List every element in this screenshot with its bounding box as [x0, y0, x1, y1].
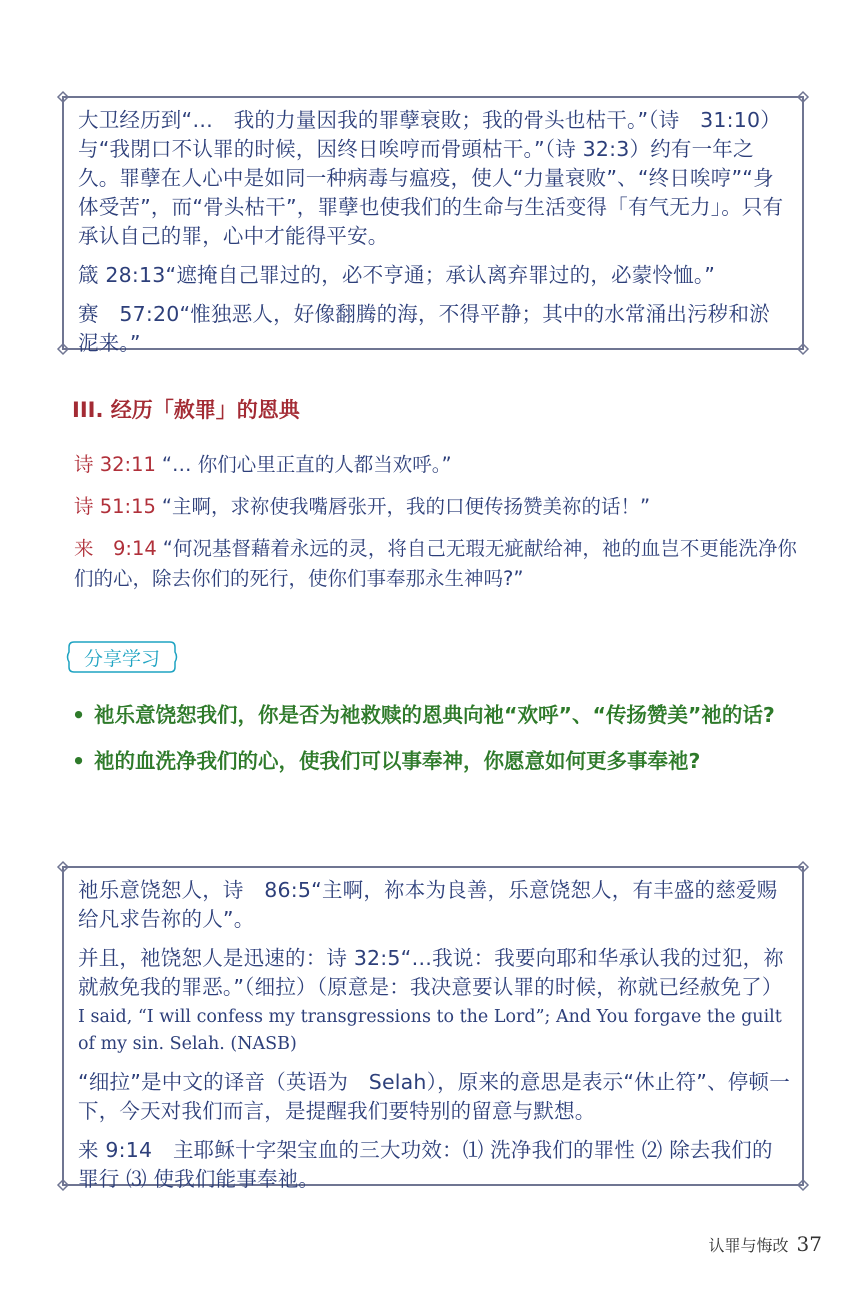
bullet: • [72, 749, 86, 773]
corner-ornament-icon [796, 860, 810, 874]
commentary-box-2 [62, 866, 804, 1191]
verse-list [74, 450, 804, 606]
box2-paragraph: 祂乐意饶恕人，诗 86:5“主啊，祢本为良善，乐意饶恕人，有丰盛的慈爱赐给凡求告祢的人”。 [78, 878, 778, 931]
box1-paragraph: 赛 57:20“惟独恶人，好像翻腾的海，不得平静；其中的水常涌出污秽和淤泥来。” [78, 302, 770, 355]
verse-reference: 来 9:14 [74, 537, 157, 560]
page-footer [709, 1232, 822, 1256]
english-quote: I said, “I will confess my transgressions to the Lord”; And You forgave the guilt of my sin. Selah. (NASB) [78, 1007, 782, 1054]
box2-paragraph: 来 9:14 主耶稣十字架宝血的三大功效：⑴ 洗净我们的罪性 ⑵ 除去我们的罪行 ⑶ 使我们能事奉祂。 [78, 1138, 773, 1191]
verse-text: “何况基督藉着永远的灵，将自己无瑕无疵献给神，祂的血岂不更能洗净你们的心，除去你们的死行，使你们事奉那永生神吗?” [74, 537, 797, 590]
corner-ornament-icon [796, 1178, 810, 1192]
corner-ornament-icon [56, 342, 70, 356]
verse-text: “… 你们心里正直的人都当欢呼。” [161, 453, 452, 476]
share-study-label: 分享学习 [83, 648, 160, 670]
running-title: 认罪与悔改 [708, 1236, 789, 1255]
commentary-box-1 [62, 96, 804, 355]
box1-paragraph: 箴 28:13“遮掩自己罪过的，必不亨通；承认离弃罪过的，必蒙怜恤。” [78, 263, 716, 287]
corner-ornament-icon [796, 342, 810, 356]
corner-ornament-icon [56, 860, 70, 874]
question-list [72, 700, 804, 792]
verse-item [74, 534, 804, 594]
verse-item [74, 450, 804, 480]
box1-paragraph: 大卫经历到“… 我的力量因我的罪孽衰敗；我的骨头也枯干。”（诗 31:10）与“我閉口不认罪的时候，因终日唉哼而骨頭枯干。”（诗 32:3）约有一年之久。罪孽在人心中是如同一种病毒与瘟疫，使人“力量衰败”、“终日唉哼”“身体受苦”，而“骨头枯干”，罪孽也使我们的生命与生活变得「有气无力」。只有承认自己的罪，心中才能得平安。 [78, 108, 784, 248]
question-text: 祂的血洗净我们的心，使我们可以事奉神，你愿意如何更多事奉祂? [94, 749, 701, 773]
share-study-tag [66, 638, 178, 676]
corner-ornament-icon [56, 90, 70, 104]
page-number: 37 [796, 1232, 822, 1256]
section-title: III. 经历「赦罪」的恩典 [72, 398, 300, 422]
corner-ornament-icon [56, 1178, 70, 1192]
bullet: • [72, 703, 86, 727]
verse-reference: 诗 51:15 [74, 495, 156, 518]
verse-text: “主啊，求祢使我嘴唇张开，我的口便传扬赞美祢的话！” [161, 495, 651, 518]
question-text: 祂乐意饶恕我们，你是否为祂救赎的恩典向祂“欢呼”、“传扬赞美”祂的话? [94, 703, 775, 727]
box2-paragraph: 并且，祂饶恕人是迅速的：诗 32:5“…我说：我要向耶和华承认我的过犯，祢就赦免我的罪恶。”（细拉）（原意是：我决意要认罪的时候，祢就已经赦免了） [78, 946, 785, 999]
corner-ornament-icon [796, 90, 810, 104]
verse-item [74, 492, 804, 522]
verse-reference: 诗 32:11 [74, 453, 156, 476]
box2-paragraph: “细拉”是中文的译音（英语为 Selah），原来的意思是表示“休止符”、停顿一下，今天对我们而言，是提醒我们要特别的留意与默想。 [78, 1070, 790, 1123]
question-item [72, 700, 804, 731]
question-item [72, 746, 804, 777]
